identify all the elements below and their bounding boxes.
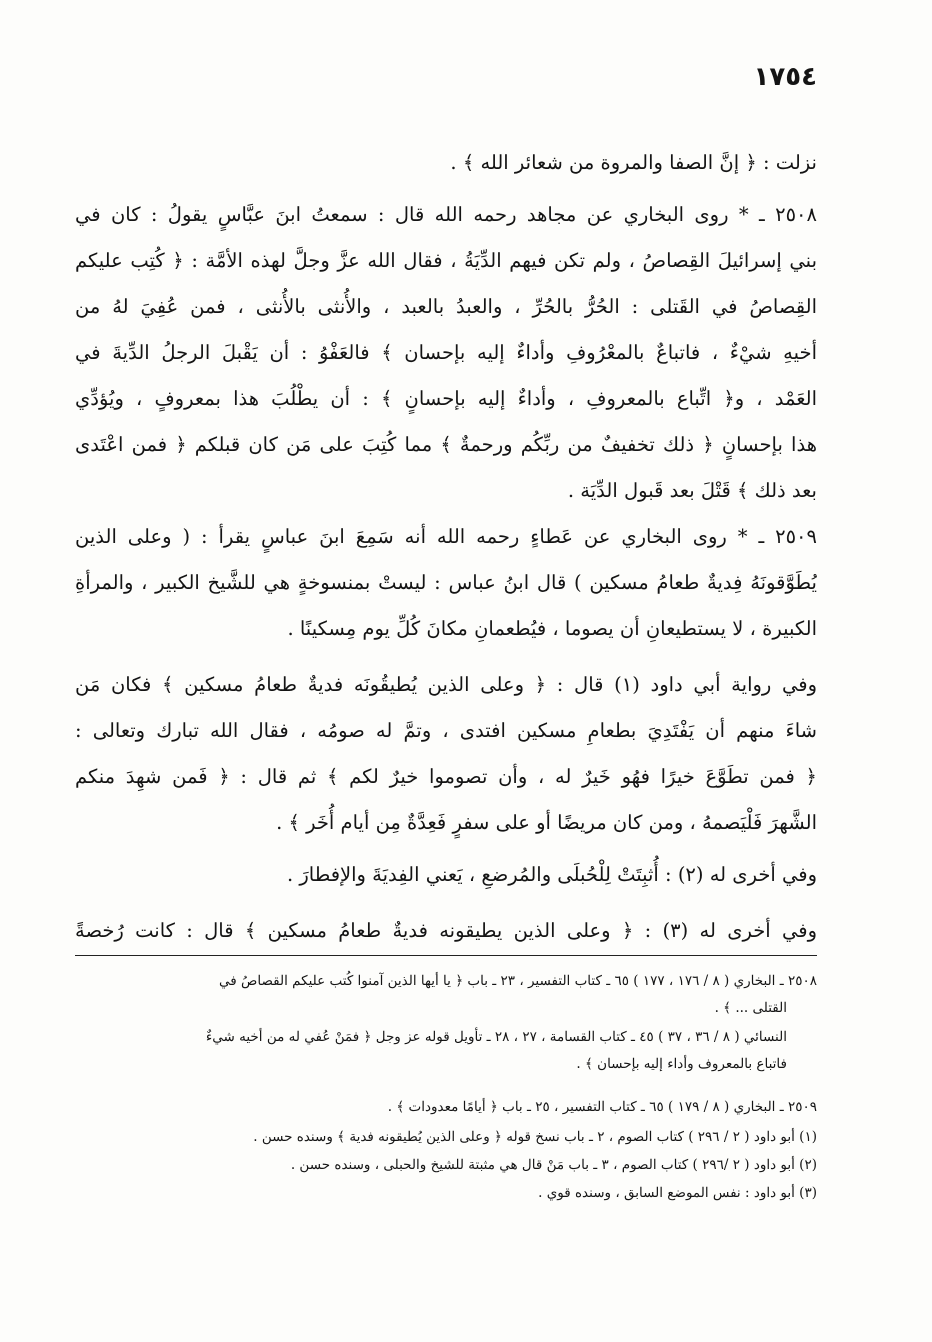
body-line: هذا بإحسانٍ ﴿ ذلك تخفيفٌ من ربِّكُم ورحمةٌ ﴾ مما كُتِبَ على مَن كان قبلكم ﴿ فمن اعْتَدى <box>75 433 817 456</box>
body-line: الشَّهرَ فَلْيَصمهُ ، ومن كان مريضًا أو على سفرٍ فَعِدَّةٌ مِن أيام أُخَر ﴾ . <box>276 811 817 834</box>
footnote-divider <box>75 955 817 956</box>
footnote-line: فاتباع بالمعروف وأداء إليه بإحسان ﴾ . <box>576 1056 787 1072</box>
body-line: وفي أخرى له (٢) : أُثبِتَتْ لِلْحُبلَى والمُرضعِ ، يَعني الفِديَةَ والإفطارَ . <box>286 863 817 886</box>
body-line: القِصاصُ في القَتلى : الحُرُّ بالحُرِّ ، والعبدُ بالعبد ، والأُنثى بالأُنثى ، فمن عُفِيَ لهُ من <box>75 295 817 318</box>
footnote-2508-bukhari <box>75 968 817 1022</box>
book-page <box>75 62 817 1282</box>
body-line: وفي أخرى له (٣) : ﴿ وعلى الذين يطيقونه فديةٌ طعامُ مسكين ﴾ قال : كانت رُخصةً <box>75 919 817 942</box>
body-line: ﴿ فمن تطَوَّعَ خيرًا فهُو خَيرٌ له ، وأن تصوموا خيرٌ لكم ﴾ ثم قال : ﴿ فَمن شهِدَ منكم <box>75 765 817 788</box>
paragraph-abu-dawud <box>75 662 817 846</box>
footnote-3 <box>75 1180 817 1207</box>
footnote-line: (٢) أبو داود ( ٢ /٢٩٦ ) كتاب الصوم ، ٣ ـ باب مَنْ قال هي مثبتة للشيخ والحبلى ، وسنده حسن . <box>290 1157 817 1173</box>
body-line: الكبيرة ، لا يستطيعانِ أن يصوما ، فيُطعمانِ مكانَ كُلِّ يوم مِسكينًا . <box>287 617 817 640</box>
footnote-line: ٢٥٠٨ ـ البخاري ( ٨ / ١٧٦ ، ١٧٧ ) ٦٥ ـ كتاب التفسير ، ٢٣ ـ باب ﴿ يا أيها الذين آمنوا كُتب عليكم القصاصُ في <box>219 973 817 989</box>
body-line: بني إسرائيلَ القِصاصُ ، ولم تكن فيهم الدِّيَةُ ، فقال الله عزَّ وجلَّ لهذه الأمَّة : ﴿ كُتِب عليكم <box>75 249 817 272</box>
footnote-2 <box>75 1152 817 1179</box>
footnote-1 <box>75 1124 817 1151</box>
body-line: ٢٥٠٨ ـ * روى البخاري عن مجاهد رحمه الله قال : سمعتُ ابنَ عبَّاسٍ يقولُ : كان في <box>75 203 817 226</box>
body-line: شاءَ منهم أن يَفْتَدِيَ بطعامِ مسكين افتدى ، وتمَّ له صومُه ، فقال الله تبارك وتعالى : <box>75 719 817 742</box>
body-line: نزلت : ﴿ إنَّ الصفا والمروة من شعائر الله ﴾ . <box>450 151 817 174</box>
body-line: وفي رواية أبي داود (١) قال : ﴿ وعلى الذين يُطيقُونَه فديةٌ طعامُ مسكين ﴾ فكان مَن <box>75 673 817 696</box>
body-line: بعد ذلك ﴾ قَتْلَ بعد قَبول الدِّيَة . <box>567 479 817 502</box>
footnote-2508-nasai <box>75 1024 817 1078</box>
body-line: يُطَوَّقونَهُ فِديةٌ طعامُ مسكين ) قال ابنُ عباس : ليستْ بمنسوخةٍ هي للشَّيخ الكبير ، والمرأةِ <box>75 571 817 594</box>
hadith-2508 <box>75 192 817 514</box>
footnote-line: القتلى ... ﴾ . <box>714 1000 787 1016</box>
footnote-2509-bukhari <box>75 1094 817 1121</box>
footnote-line: ٢٥٠٩ ـ البخاري ( ٨ / ١٧٩ ) ٦٥ ـ كتاب التفسير ، ٢٥ ـ باب ﴿ أيامًا معدودات ﴾ . <box>387 1099 817 1115</box>
paragraph-verse-intro <box>75 140 817 186</box>
body-line: أخيهِ شيْءٌ ، فاتباعٌ بالمعْرُوفِ وأداءٌ إليه بإحسان ﴾ فالعَفْوُ : أن يَقْبلَ الرجلُ الدِّيةَ في <box>75 341 817 364</box>
body-line: ٢٥٠٩ ـ * روى البخاري عن عَطاءٍ رحمه الله أنه سَمِعَ ابنَ عباسٍ يقرأ : ( وعلى الذين <box>75 525 817 548</box>
page-number: ١٧٥٤ <box>753 62 817 92</box>
paragraph-another-narration <box>75 852 817 898</box>
footnote-line: (١) أبو داود ( ٢ / ٢٩٦ ) كتاب الصوم ، ٢ ـ باب نسخ قوله ﴿ وعلى الذين يُطيقونه فدية ﴾ وسنده حسن . <box>253 1129 817 1145</box>
footnote-line: (٣) أبو داود : نفس الموضع السابق ، وسنده قوي . <box>538 1185 817 1201</box>
paragraph-third-narration <box>75 908 817 954</box>
footnote-line: النسائي ( ٨ / ٣٦ ، ٣٧ ) ٤٥ ـ كتاب القسامة ، ٢٧ ، ٢٨ ـ تأويل قوله عز وجل ﴿ فمَنْ عُفي له من أخيه شيءٌ <box>205 1029 787 1045</box>
body-line: العَمْد ، و﴿ اتِّباع بالمعروفِ ، وأداءٌ إليه بإحسانٍ ﴾ : أن يطْلُبَ هذا بمعروفٍ ، ويُؤدِّي <box>75 387 817 410</box>
hadith-2509 <box>75 514 817 652</box>
